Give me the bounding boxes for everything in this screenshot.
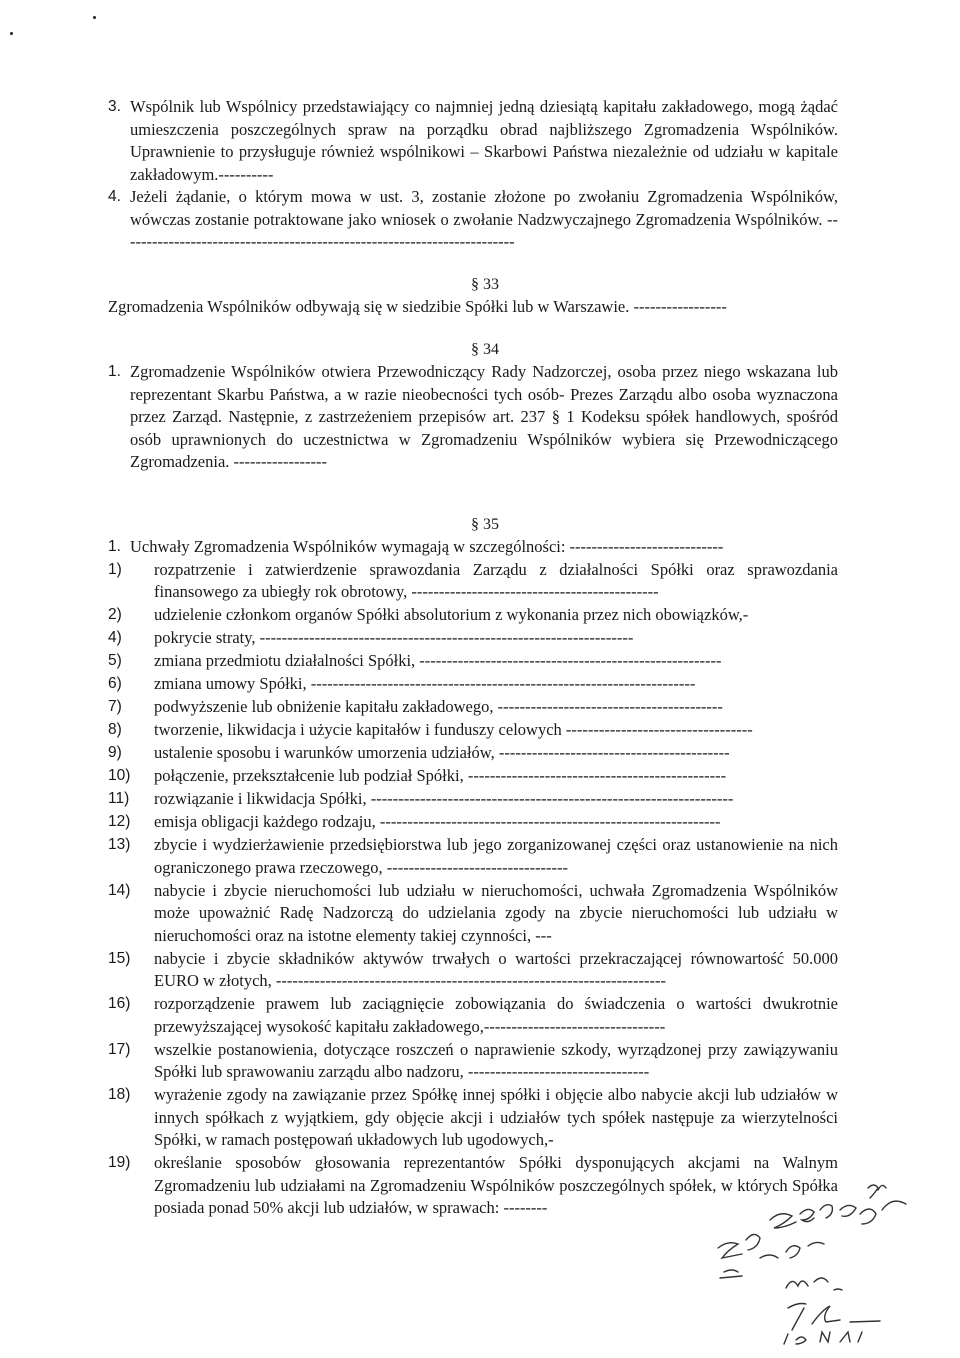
- handwritten-signature-image: [700, 1180, 940, 1350]
- list-item: [108, 627, 838, 650]
- section-34-paragraph-1: [108, 361, 838, 474]
- scan-speck: [93, 16, 96, 19]
- paragraph-number: 1.: [108, 363, 121, 380]
- document-body: [108, 96, 838, 1220]
- list-item-text: tworzenie, likwidacja i użycie kapitałów i funduszy celowych ----------------------------------: [154, 720, 753, 739]
- list-item: [108, 719, 838, 742]
- list-item-number: 6): [108, 675, 122, 692]
- list-item: [108, 834, 838, 879]
- paragraph-text: Uchwały Zgromadzenia Wspólników wymagają w szczególności: ----------------------------: [130, 537, 724, 556]
- list-item-text: ustalenie sposobu i warunków umorzenia udziałów, ------------------------------------------: [154, 743, 730, 762]
- list-item-number: 13): [108, 836, 131, 853]
- section-35-paragraph-1: [108, 536, 838, 559]
- paragraph-text: Zgromadzenie Wspólników otwiera Przewodniczący Rady Nadzorczej, osoba przez niego wskazana lub reprezentant Skarbu Państwa, a w razie nieobecności tych osób- Prezes Zarządu albo osoba wyznaczona przez Zarząd. Następnie, z zastrzeżeniem przepisów art. 237 § 1 Kodeksu spółek handlowych, spośród osób uprawnionych do uczestnictwa w Zgromadzeniu Wspólników wybiera się Przewodniczącego Zgromadzenia. -----------------: [130, 362, 838, 471]
- section-33-heading: § 33: [471, 275, 499, 293]
- list-item-number: 17): [108, 1040, 131, 1058]
- paragraph-number: 3.: [108, 98, 121, 115]
- list-item-text: udzielenie członkom organów Spółki absolutorium z wykonania przez nich obowiązków,-: [154, 605, 749, 624]
- list-item: [108, 993, 838, 1038]
- section-34-heading: § 34: [471, 340, 499, 358]
- list-item-text: zmiana przedmiotu działalności Spółki, -------------------------------------------------------: [154, 651, 722, 670]
- list-item-number: 5): [108, 652, 122, 669]
- list-item: [108, 811, 838, 834]
- list-item-text: zmiana umowy Spółki, ----------------------------------------------------------------------: [154, 674, 696, 693]
- paragraph-text: Jeżeli żądanie, o którym mowa w ust. 3, zostanie złożone po zwołaniu Zgromadzenia Wspólników, wówczas zostanie potraktowane jako wniosek o zwołanie Nadzwyczajnego Zgromadzenia Wspólników. ------------------------------------------------------------------------: [130, 187, 838, 251]
- list-item-number: 15): [108, 949, 131, 967]
- list-item-number: 4): [108, 629, 122, 646]
- list-item: [108, 696, 838, 719]
- list-item-number: 7): [108, 698, 122, 715]
- list-item: [108, 559, 838, 604]
- paragraph-text: Wspólnik lub Wspólnicy przedstawiający co najmniej jedną dziesiątą kapitału zakładowego, mogą żądać umieszczenia poszczególnych spraw na porządku obrad najbliższego Zgromadzenia Wspólników. Uprawnienie to przysługuje również wspólnikowi – Skarbowi Państwa niezależnie od udziału w kapitale zakładowym.----------: [130, 97, 838, 184]
- list-item: [108, 765, 838, 788]
- section-35-item-list: [108, 559, 838, 1220]
- list-item-text: podwyższenie lub obniżenie kapitału zakładowego, -----------------------------------------: [154, 697, 723, 716]
- list-item: [108, 1084, 838, 1152]
- list-item: [108, 788, 838, 811]
- certification-stamp: [700, 1180, 940, 1350]
- list-item: [108, 673, 838, 696]
- list-item-number: 16): [108, 995, 131, 1012]
- list-item-text: nabycie i zbycie nieruchomości lub udziału w nieruchomości, uchwała Zgromadzenia Wspólników może upoważnić Radę Nadzorczą do udzielania zgody na zbycie nieruchomości lub udziału w nieruchomości oraz na istotne elementy takiej czynności, ---: [154, 880, 838, 945]
- list-item-number: 9): [108, 744, 122, 761]
- list-item-number: 19): [108, 1154, 131, 1171]
- list-item-number: 18): [108, 1086, 131, 1103]
- list-item: [108, 742, 838, 765]
- list-item: [108, 604, 838, 627]
- list-item-number: 14): [108, 881, 131, 899]
- list-item-text: rozpatrzenie i zatwierdzenie sprawozdania Zarządu z działalności Spółki oraz sprawozdania finansowego za ubiegły rok obrotowy, ---------------------------------------------: [154, 559, 838, 601]
- list-item-text: nabycie i zbycie składników aktywów trwałych o wartości przekraczającej równowartość 50.000 EURO w złotych, -----------------------------------------------------------------------: [154, 948, 838, 990]
- list-item: [108, 1039, 838, 1084]
- list-item-text: zbycie i wydzierżawienie przedsiębiorstwa lub jego zorganizowanej części oraz ustanowienie na nich ograniczonego prawa rzeczowego, ---------------------------------: [154, 835, 838, 877]
- list-item-text: wszelkie postanowienia, dotyczące roszczeń o naprawienie szkody, wyrządzonej przy zawiązywaniu Spółki lub sprawowaniu zarządu albo nadzoru, ---------------------------------: [154, 1039, 838, 1081]
- section-33-text: Zgromadzenia Wspólników odbywają się w siedzibie Spółki lub w Warszawie. -----------------: [108, 297, 727, 316]
- list-item-text: wyrażenie zgody na zawiązanie przez Spółkę innej spółki i objęcie albo nabycie akcji lub udziałów w innych spółkach z wyjątkiem, gdy objęcie akcji i udziałów tych spółek następuje za wierzytelności Spółki, w ramach postępowań układowych lub ugodowych,-: [154, 1085, 838, 1149]
- list-item: [108, 650, 838, 673]
- section-35-heading: § 35: [471, 515, 499, 533]
- list-item-number: 10): [108, 767, 131, 784]
- list-item: [108, 948, 838, 993]
- list-item-text: rozwiązanie i likwidacja Spółki, ------------------------------------------------------------------: [154, 789, 734, 808]
- paragraph-number: 4.: [108, 188, 121, 205]
- list-item-text: emisja obligacji każdego rodzaju, --------------------------------------------------------------: [154, 812, 721, 831]
- list-item-text: rozporządzenie prawem lub zaciągnięcie zobowiązania do świadczenia o wartości dwukrotnie przewyższającej wysokość kapitału zakładowego,---------------------------------: [154, 994, 838, 1036]
- paragraph-3: [108, 96, 838, 186]
- list-item-number: 2): [108, 606, 122, 623]
- paragraph-4: [108, 186, 838, 254]
- list-item-number: 12): [108, 813, 131, 830]
- scan-speck: [10, 32, 13, 35]
- list-item-text: pokrycie straty, --------------------------------------------------------------------: [154, 628, 634, 647]
- list-item-text: połączenie, przekształcenie lub podział Spółki, -----------------------------------------------: [154, 766, 727, 785]
- paragraph-number: 1.: [108, 538, 121, 555]
- list-item: [108, 880, 838, 948]
- list-item-number: 11): [108, 790, 130, 807]
- list-item-text: określanie sposobów głosowania reprezentantów Spółki dysponujących akcjami na Walnym Zgromadzeniu lub udziałami na Zgromadzeniu Wspólników poszczególnych spółek, w których Spółka posiada ponad 50% akcji lub udziałów, w sprawach: --------: [154, 1153, 838, 1217]
- list-item-number: 1): [108, 560, 122, 578]
- list-item-number: 8): [108, 721, 122, 738]
